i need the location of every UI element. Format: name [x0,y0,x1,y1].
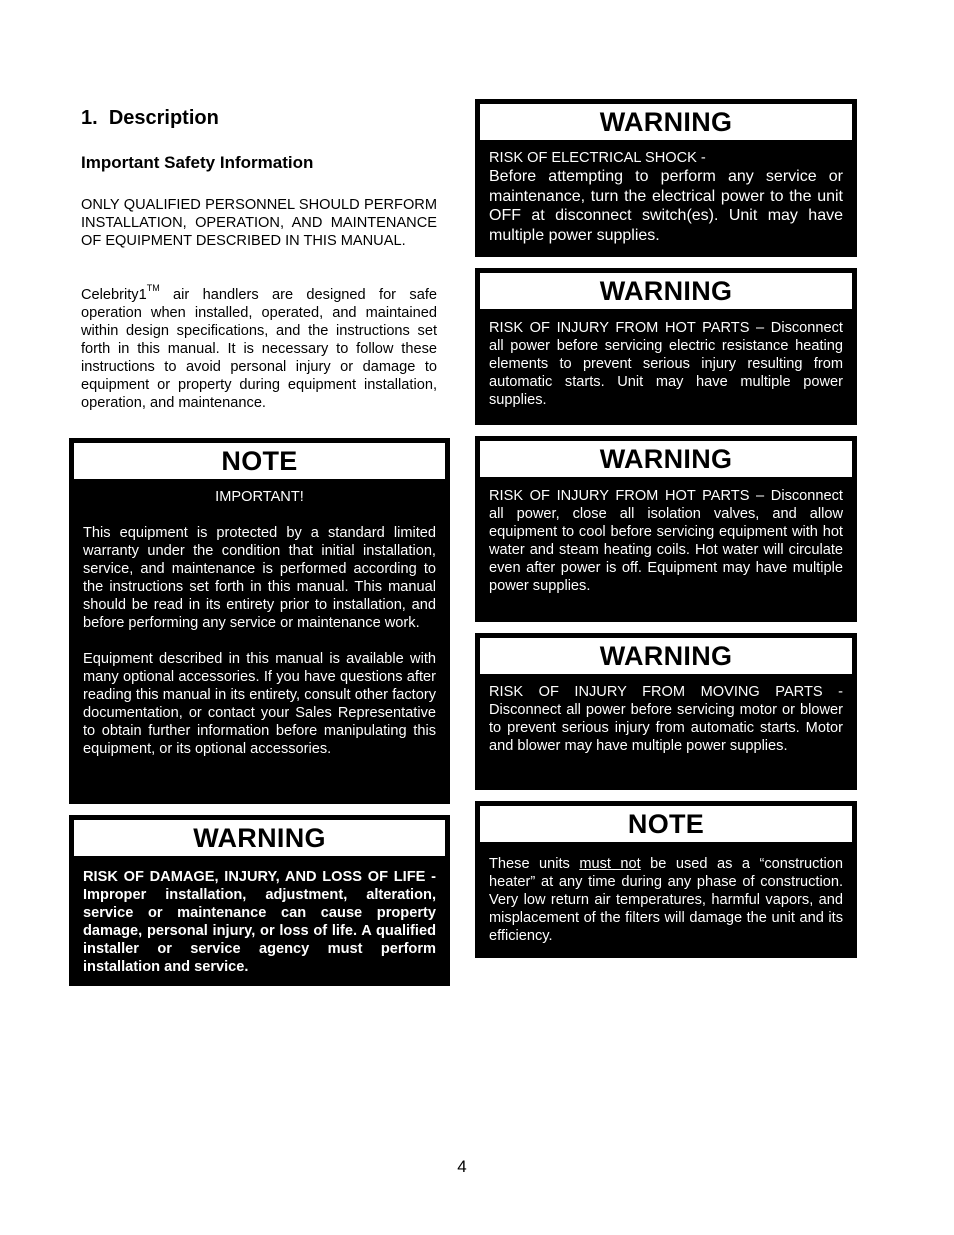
note-box-important [69,438,450,804]
warning-heading: WARNING [479,272,853,310]
warning-heading: WARNING [73,819,446,857]
section-title [81,107,219,130]
warning-box-damage-injury [69,815,450,986]
section-title-text: Description [108,107,219,129]
note-heading: NOTE [73,442,446,480]
warning-body [477,310,855,409]
warning-damage-text: RISK OF DAMAGE, INJURY, AND LOSS OF LIFE - Improper installation, adjustment, alteration, service or maintenance can cause property damage, personal injury, or loss of life. A qualified installer or service agency must perform installation and service. [83,869,436,975]
trademark-mark: TM [146,283,160,294]
warning-heading: WARNING [479,637,853,675]
note-important-label: IMPORTANT! [215,489,304,505]
warning-box-moving-parts [475,633,857,790]
note-body [477,843,855,945]
warning-body [477,675,855,755]
intro-paragraph-celebrity [81,283,437,412]
warning-electrical-shock-text: Before attempting to perform any service or maintenance, turn the electrical power to the unit OFF at disconnect switch(es). Unit may have multiple power supplies. [489,168,843,244]
intro-paragraph-celebrity-text: air handlers are designed for safe operation when installed, operated, and maintained within design specifications, and the instructions set forth in this manual. It is necessary to follow these instructions to avoid personal injury or damage to equipment or property during equipment installation, operation, and maintenance. [81,287,437,411]
note-warranty-paragraph: This equipment is protected by a standard limited warranty under the condition that initial installation, service, and maintenance is performed according to the instructions set forth in this manual. This manual should be read in its entirety prior to installation, and before performing any service or maintenance work. [83,525,436,631]
warning-body [477,141,855,245]
note-box-construction-heater [475,801,857,958]
warning-body [71,857,448,976]
subheading: Important Safety Information [81,153,314,172]
warning-body [477,478,855,595]
warning-moving-parts-text: RISK OF INJURY FROM MOVING PARTS - Disconnect all power before servicing motor or blower to prevent serious injury from automatic starts. Motor and blower may have multiple power supplies. [489,684,843,754]
intro-paragraph-qualified-personnel: ONLY QUALIFIED PERSONNEL SHOULD PERFORM INSTALLATION, OPERATION, AND MAINTENANCE OF EQUIPMENT DESCRIBED IN THIS MANUAL. [81,197,437,249]
warning-hot-parts-electric-text: RISK OF INJURY FROM HOT PARTS – Disconnect all power before servicing electric resistance heating elements to prevent serious injury resulting from automatic starts. Unit may have multiple power supplies. [489,320,843,408]
brand-name: Celebrity1 [81,287,147,303]
warning-heading: WARNING [479,103,853,141]
note-accessories-paragraph: Equipment described in this manual is available with many optional accessories. If you have questions after reading this manual in its entirety, consult other factory documentation, or contact your Sales Representative to obtain further information before manipulating this equipment, or its optional accessories. [83,651,436,757]
warning-electrical-shock-lead: RISK OF ELECTRICAL SHOCK - [489,150,706,166]
warning-heading: WARNING [479,440,853,478]
note-body [71,480,448,758]
warning-box-hot-parts-coils [475,436,857,622]
warning-hot-parts-coils-text: RISK OF INJURY FROM HOT PARTS – Disconnect all power, close all isolation valves, and allow equipment to cool before servicing equipment with hot water and steam heating coils. Hot water will circulate even after power is off. Equipment may have multiple power supplies. [489,488,843,594]
section-number: 1. [81,107,98,129]
note-heading: NOTE [479,805,853,843]
warning-box-hot-parts-electric [475,268,857,425]
warning-box-electrical-shock [475,99,857,257]
note-construction-heater-text: These units must not be used as a “construction heater” at any time during any phase of construction. Very low return air temperatures, harmful vapors, and misplacement of the filters will damage the unit and its efficiency. [489,856,844,944]
underlined-must-not: must not [579,856,641,872]
page-number: 4 [457,1157,467,1176]
